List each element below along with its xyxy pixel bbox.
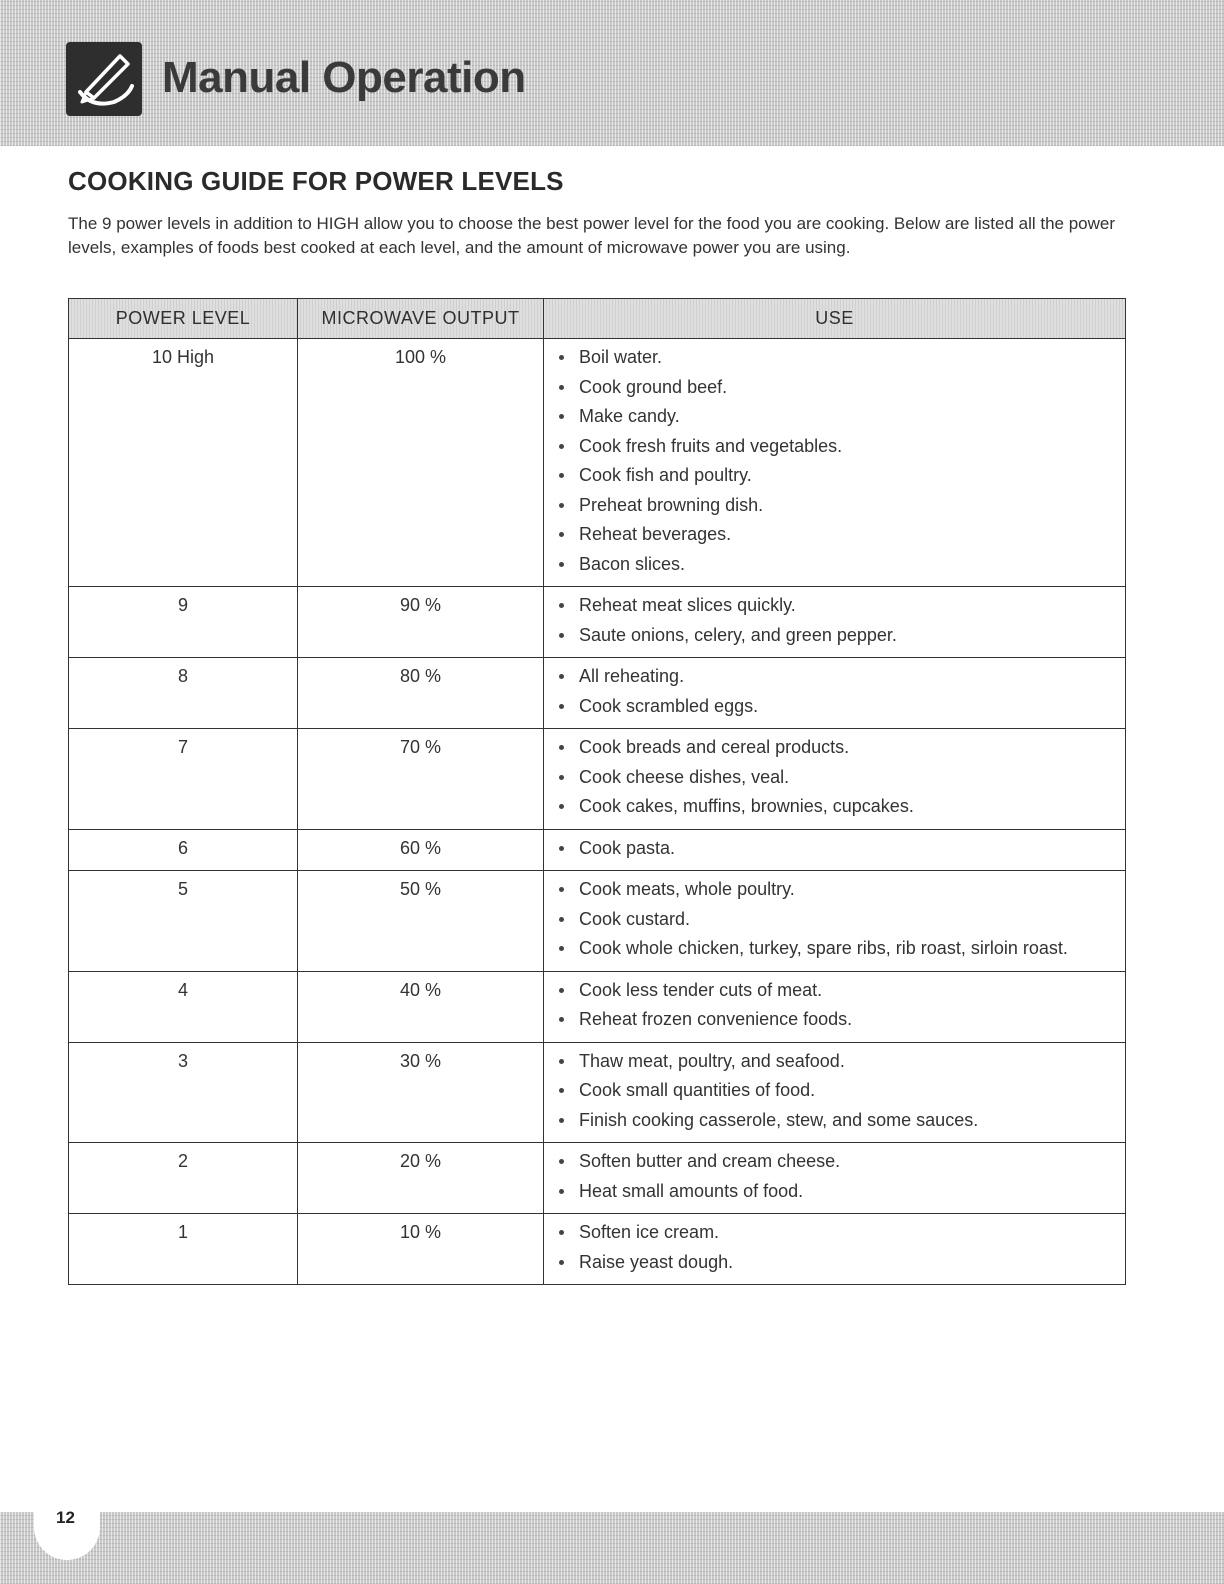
use-cell	[544, 658, 1126, 729]
section-title: COOKING GUIDE FOR POWER LEVELS	[68, 166, 564, 196]
use-list	[544, 736, 1125, 817]
use-item: Cook small quantities of food.	[558, 1079, 1085, 1101]
table-row	[69, 339, 1126, 587]
header-power-level: POWER LEVEL	[69, 299, 298, 339]
pencil-icon	[66, 42, 142, 116]
use-item: Cook pasta.	[558, 837, 1085, 859]
use-cell	[544, 729, 1126, 830]
use-item: Cook meats, whole poultry.	[558, 878, 1085, 900]
use-item: Cook cakes, muffins, brownies, cupcakes.	[558, 795, 1085, 817]
table-row	[69, 1214, 1126, 1285]
power-level-cell: 6	[69, 829, 298, 871]
table-row	[69, 587, 1126, 658]
page-number: 12	[56, 1508, 75, 1527]
use-list	[544, 979, 1125, 1031]
use-cell	[544, 587, 1126, 658]
microwave-output-cell: 80 %	[298, 658, 544, 729]
header-use: USE	[544, 299, 1126, 339]
use-item: Thaw meat, poultry, and seafood.	[558, 1050, 1085, 1072]
microwave-output-cell: 100 %	[298, 339, 544, 587]
use-cell	[544, 871, 1126, 972]
power-level-cell: 1	[69, 1214, 298, 1285]
use-item: Make candy.	[558, 405, 1085, 427]
power-level-cell: 8	[69, 658, 298, 729]
power-level-cell: 3	[69, 1042, 298, 1143]
microwave-output-cell: 90 %	[298, 587, 544, 658]
table-row	[69, 1042, 1126, 1143]
microwave-output-cell: 30 %	[298, 1042, 544, 1143]
use-list	[544, 837, 1125, 859]
table-body	[69, 339, 1126, 1285]
microwave-output-cell: 50 %	[298, 871, 544, 972]
use-item: Boil water.	[558, 346, 1085, 368]
use-item: Cook breads and cereal products.	[558, 736, 1085, 758]
power-level-cell: 2	[69, 1143, 298, 1214]
use-cell	[544, 339, 1126, 587]
use-item: Reheat frozen convenience foods.	[558, 1008, 1085, 1030]
intro-paragraph: The 9 power levels in addition to HIGH allow you to choose the best power level for the food you are cooking. Below are listed all the power levels, examples of foods best cooked at each level, and the amount of microwave power you are using.	[68, 214, 1116, 257]
use-item: Heat small amounts of food.	[558, 1180, 1085, 1202]
power-level-cell: 5	[69, 871, 298, 972]
use-list	[544, 594, 1125, 646]
use-cell	[544, 829, 1126, 871]
table-row	[69, 871, 1126, 972]
use-cell	[544, 1214, 1126, 1285]
table-row	[69, 658, 1126, 729]
use-item: Cook scrambled eggs.	[558, 695, 1085, 717]
microwave-output-cell: 60 %	[298, 829, 544, 871]
microwave-output-cell: 20 %	[298, 1143, 544, 1214]
use-list	[544, 1050, 1125, 1131]
power-level-cell: 7	[69, 729, 298, 830]
use-item: Finish cooking casserole, stew, and some sauces.	[558, 1109, 1085, 1131]
use-item: Cook cheese dishes, veal.	[558, 766, 1085, 788]
use-list	[544, 1221, 1125, 1273]
power-level-cell: 10 High	[69, 339, 298, 587]
use-list	[544, 878, 1125, 959]
use-item: Cook custard.	[558, 908, 1085, 930]
use-list	[544, 1150, 1125, 1202]
use-item: Cook fresh fruits and vegetables.	[558, 435, 1085, 457]
power-level-cell: 4	[69, 971, 298, 1042]
use-item: All reheating.	[558, 665, 1085, 687]
header-microwave-output: MICROWAVE OUTPUT	[298, 299, 544, 339]
table-row	[69, 729, 1126, 830]
table-header-row	[69, 299, 1126, 339]
microwave-output-cell: 10 %	[298, 1214, 544, 1285]
use-item: Cook ground beef.	[558, 376, 1085, 398]
use-item: Cook whole chicken, turkey, spare ribs, rib roast, sirloin roast.	[558, 937, 1085, 959]
microwave-output-cell: 70 %	[298, 729, 544, 830]
footer-band	[0, 1512, 1224, 1584]
use-item: Saute onions, celery, and green pepper.	[558, 624, 1085, 646]
use-item: Cook less tender cuts of meat.	[558, 979, 1085, 1001]
power-level-table	[68, 298, 1126, 1285]
use-item: Bacon slices.	[558, 553, 1085, 575]
power-level-cell: 9	[69, 587, 298, 658]
use-cell	[544, 1042, 1126, 1143]
use-item: Raise yeast dough.	[558, 1251, 1085, 1273]
table-row	[69, 829, 1126, 871]
table-row	[69, 1143, 1126, 1214]
use-item: Reheat meat slices quickly.	[558, 594, 1085, 616]
use-list	[544, 346, 1125, 575]
use-item: Soften ice cream.	[558, 1221, 1085, 1243]
page-title: Manual Operation	[162, 53, 526, 102]
table-row	[69, 971, 1126, 1042]
microwave-output-cell: 40 %	[298, 971, 544, 1042]
use-cell	[544, 1143, 1126, 1214]
use-item: Preheat browning dish.	[558, 494, 1085, 516]
use-list	[544, 665, 1125, 717]
use-item: Soften butter and cream cheese.	[558, 1150, 1085, 1172]
use-item: Reheat beverages.	[558, 523, 1085, 545]
use-cell	[544, 971, 1126, 1042]
use-item: Cook fish and poultry.	[558, 464, 1085, 486]
